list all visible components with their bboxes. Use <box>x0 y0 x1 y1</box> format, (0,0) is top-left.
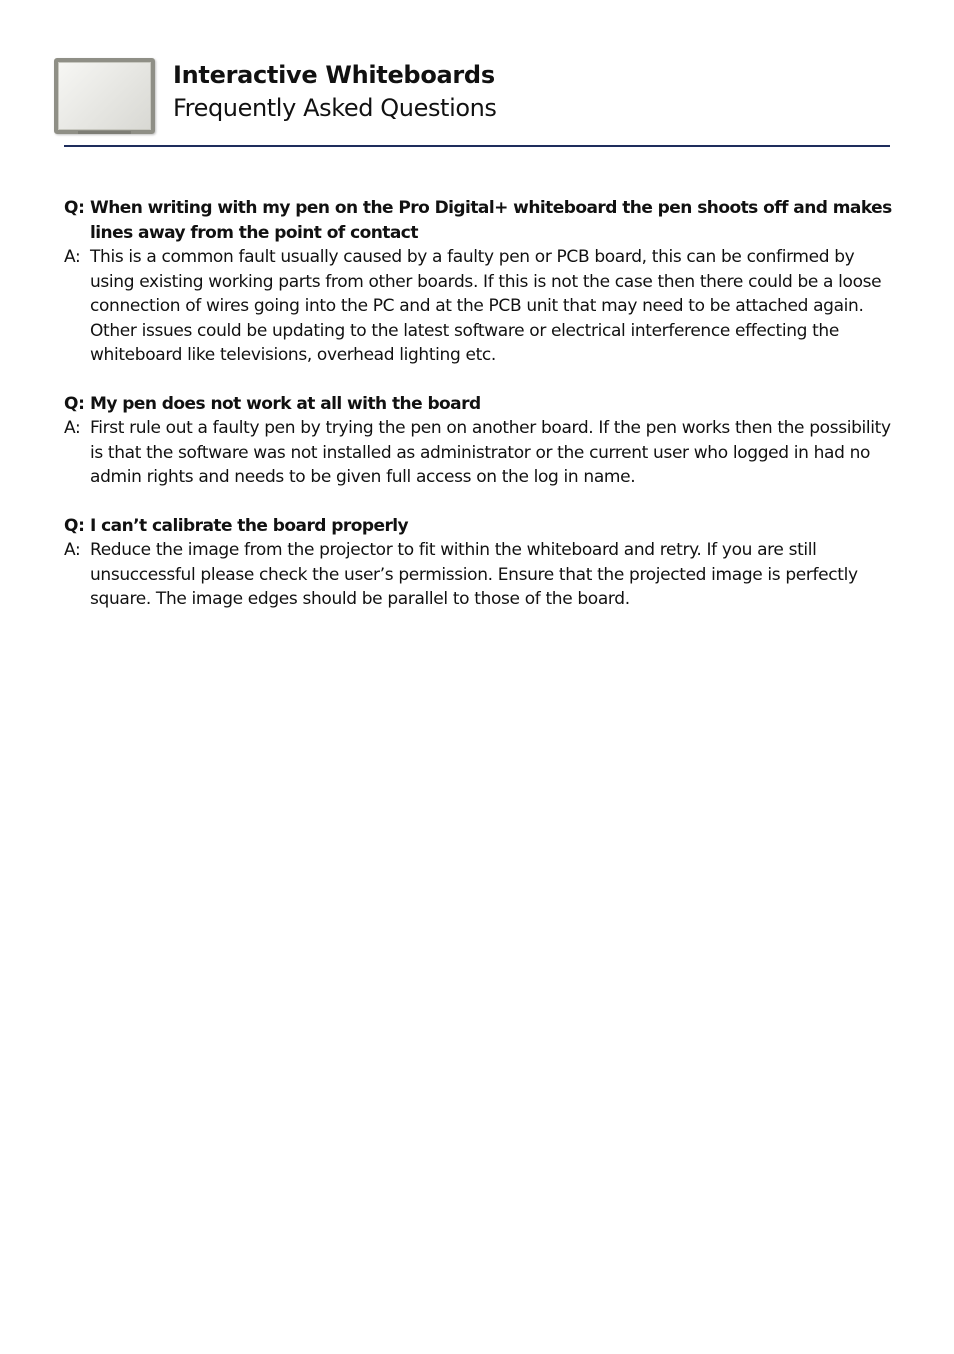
page-title: Interactive Whiteboards <box>173 61 495 89</box>
faq-item <box>64 514 894 612</box>
document-header <box>54 58 890 134</box>
faq-item <box>64 196 894 368</box>
question-text: When writing with my pen on the Pro Digital+ whiteboard the pen shoots off and makes lines away from the point of contact <box>90 198 892 243</box>
answer-marker: A: <box>64 418 81 438</box>
answer-text: First rule out a faulty pen by trying the pen on another board. If the pen works then the possibility is that the software was not installed as administrator or the current user who logged in had no admin rights and needs to be given full access on the log in name. <box>90 418 891 487</box>
faq-item <box>64 392 894 490</box>
question-text: My pen does not work at all with the board <box>90 393 481 414</box>
answer-text: This is a common fault usually caused by a faulty pen or PCB board, this can be confirmed by using existing working parts from other boards. If this is not the case then there could be a loose connection of wires going into the PC and at the PCB unit that may need to be attached again. Other issues could be updating to the latest software or electrical interference effecting the whiteboard like televisions, overhead lighting etc. <box>90 247 882 365</box>
whiteboard-icon <box>54 58 155 134</box>
page-subtitle: Frequently Asked Questions <box>173 94 497 122</box>
faq-question <box>64 196 894 245</box>
question-marker: Q: <box>64 198 85 218</box>
question-marker: Q: <box>64 515 85 536</box>
header-divider <box>64 145 890 147</box>
answer-text: Reduce the image from the projector to fit within the whiteboard and retry. If you are still unsuccessful please check the user’s permission. Ensure that the projected image is perfectly square. The image edges should be parallel to those of the board. <box>90 540 858 609</box>
faq-list <box>64 196 894 636</box>
question-text: I can’t calibrate the board properly <box>90 515 409 536</box>
question-marker: Q: <box>64 393 85 414</box>
faq-question <box>64 392 894 417</box>
faq-answer <box>64 245 894 368</box>
faq-answer <box>64 416 894 490</box>
faq-question <box>64 514 894 539</box>
faq-answer <box>64 538 894 612</box>
answer-marker: A: <box>64 247 81 267</box>
answer-marker: A: <box>64 540 81 560</box>
whiteboard-tray <box>78 131 131 134</box>
